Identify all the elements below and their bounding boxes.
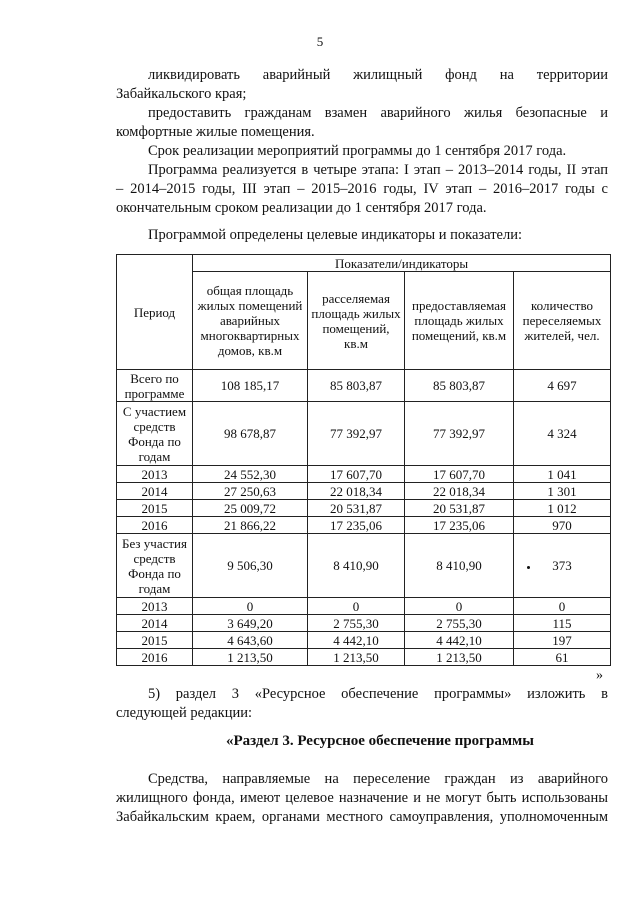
cell: 9 506,30 bbox=[193, 534, 308, 598]
cell: 20 531,87 bbox=[308, 500, 405, 517]
table-row bbox=[117, 466, 611, 483]
cell: 1 301 bbox=[514, 483, 611, 500]
cell-period: 2015 bbox=[117, 632, 193, 649]
cell: 197 bbox=[514, 632, 611, 649]
cell-period: 2013 bbox=[117, 466, 193, 483]
header-period: Период bbox=[117, 255, 193, 370]
table-row bbox=[117, 632, 611, 649]
cell: 25 009,72 bbox=[193, 500, 308, 517]
word: ликвидировать bbox=[148, 67, 240, 83]
cell: 21 866,22 bbox=[193, 517, 308, 534]
after-line-1a: 5) раздел 3 «Ресурсное обеспечение программы» изложить в bbox=[148, 686, 608, 702]
header-group: Показатели/индикаторы bbox=[193, 255, 611, 272]
word: жилищный bbox=[353, 67, 423, 83]
word: фонд bbox=[445, 67, 477, 83]
intro-line-2b: комфортные жилые помещения. bbox=[116, 124, 315, 140]
word: аварийный bbox=[262, 67, 331, 83]
cell: 85 803,87 bbox=[405, 370, 514, 402]
table-row bbox=[117, 615, 611, 632]
after-line-1b: следующей редакции: bbox=[116, 705, 253, 721]
cell: 61 bbox=[514, 649, 611, 666]
cell: 22 018,34 bbox=[405, 483, 514, 500]
cell: 1 041 bbox=[514, 466, 611, 483]
cell: 8 410,90 bbox=[308, 534, 405, 598]
cell: 17 607,70 bbox=[308, 466, 405, 483]
intro-line-4a: Программа реализуется в четыре этапа: I этап – 2013–2014 годы, II этап bbox=[148, 162, 608, 178]
cell: 4 442,10 bbox=[308, 632, 405, 649]
col-header: общая площадь жилых помещений аварийных многоквартирных домов, кв.м bbox=[193, 272, 308, 370]
cell: 1 012 bbox=[514, 500, 611, 517]
cell: 85 803,87 bbox=[308, 370, 405, 402]
intro-line-1b: Забайкальского края; bbox=[116, 86, 247, 102]
cell: 98 678,87 bbox=[193, 402, 308, 466]
intro-line-3: Срок реализации мероприятий программы до 1 сентября 2017 года. bbox=[148, 143, 567, 159]
cell: 0 bbox=[405, 598, 514, 615]
cell: 0 bbox=[193, 598, 308, 615]
cell: 77 392,97 bbox=[405, 402, 514, 466]
table-row bbox=[117, 500, 611, 517]
cell: 373 bbox=[514, 534, 611, 598]
cell-period: 2014 bbox=[117, 483, 193, 500]
cell: 4 324 bbox=[514, 402, 611, 466]
cell-period: 2015 bbox=[117, 500, 193, 517]
word: территории bbox=[536, 67, 608, 83]
cell-period: 2014 bbox=[117, 615, 193, 632]
cell: 4 442,10 bbox=[405, 632, 514, 649]
cell: 27 250,63 bbox=[193, 483, 308, 500]
cell: 22 018,34 bbox=[308, 483, 405, 500]
cell: 24 552,30 bbox=[193, 466, 308, 483]
table-row bbox=[117, 370, 611, 402]
cell: 2 755,30 bbox=[308, 615, 405, 632]
page-number: 5 bbox=[316, 34, 324, 49]
intro-line-4b: – 2014–2015 годы, III этап – 2015–2016 годы, IV этап – 2016–2017 годы с bbox=[116, 181, 608, 197]
cell: 77 392,97 bbox=[308, 402, 405, 466]
cell: 0 bbox=[514, 598, 611, 615]
cell: 4 643,60 bbox=[193, 632, 308, 649]
closing-quote: » bbox=[596, 668, 603, 683]
intro-line-4c: окончательным сроком реализации до 1 сентября 2017 года. bbox=[116, 200, 487, 216]
col-header: расселяемая площадь жилых помещений, кв.м bbox=[308, 272, 405, 370]
table-row bbox=[117, 534, 611, 598]
after-line-2b: жилищного фонда, имеют целевое назначение и не могут быть использованы bbox=[116, 790, 608, 806]
cell: 17 607,70 bbox=[405, 466, 514, 483]
cell: 108 185,17 bbox=[193, 370, 308, 402]
intro-line-2a: предоставить гражданам взамен аварийного жилья безопасные и bbox=[148, 105, 608, 121]
cell: 1 213,50 bbox=[405, 649, 514, 666]
cell: 115 bbox=[514, 615, 611, 632]
word: на bbox=[499, 67, 514, 83]
indicators-table bbox=[116, 254, 611, 666]
table-row bbox=[117, 483, 611, 500]
section-heading: «Раздел 3. Ресурсное обеспечение программы bbox=[226, 733, 534, 749]
col-header: количество переселяемых жителей, чел. bbox=[514, 272, 611, 370]
cell: 17 235,06 bbox=[308, 517, 405, 534]
cell: 17 235,06 bbox=[405, 517, 514, 534]
table-row bbox=[117, 402, 611, 466]
intro-line-5: Программой определены целевые индикаторы и показатели: bbox=[148, 227, 523, 243]
col-header: предоставляемая площадь жилых помещений, кв.м bbox=[405, 272, 514, 370]
cell: 0 bbox=[308, 598, 405, 615]
after-line-2a: Средства, направляемые на переселение граждан из аварийного bbox=[148, 771, 608, 787]
cell: 20 531,87 bbox=[405, 500, 514, 517]
cell-period: С участием средств Фонда по годам bbox=[117, 402, 193, 466]
table-row bbox=[117, 598, 611, 615]
stray-dot bbox=[527, 566, 530, 569]
table-row bbox=[117, 517, 611, 534]
cell-period: 2013 bbox=[117, 598, 193, 615]
cell: 970 bbox=[514, 517, 611, 534]
cell-period: 2016 bbox=[117, 649, 193, 666]
cell-period: 2016 bbox=[117, 517, 193, 534]
cell: 8 410,90 bbox=[405, 534, 514, 598]
cell-period: Без участия средств Фонда по годам bbox=[117, 534, 193, 598]
cell: 2 755,30 bbox=[405, 615, 514, 632]
cell: 1 213,50 bbox=[193, 649, 308, 666]
intro-line-1 bbox=[116, 66, 608, 85]
table-row bbox=[117, 649, 611, 666]
cell-period: Всего по программе bbox=[117, 370, 193, 402]
cell: 3 649,20 bbox=[193, 615, 308, 632]
cell: 1 213,50 bbox=[308, 649, 405, 666]
cell: 4 697 bbox=[514, 370, 611, 402]
after-line-2c: Забайкальским краем, органами местного самоуправления, уполномоченным bbox=[116, 809, 608, 825]
